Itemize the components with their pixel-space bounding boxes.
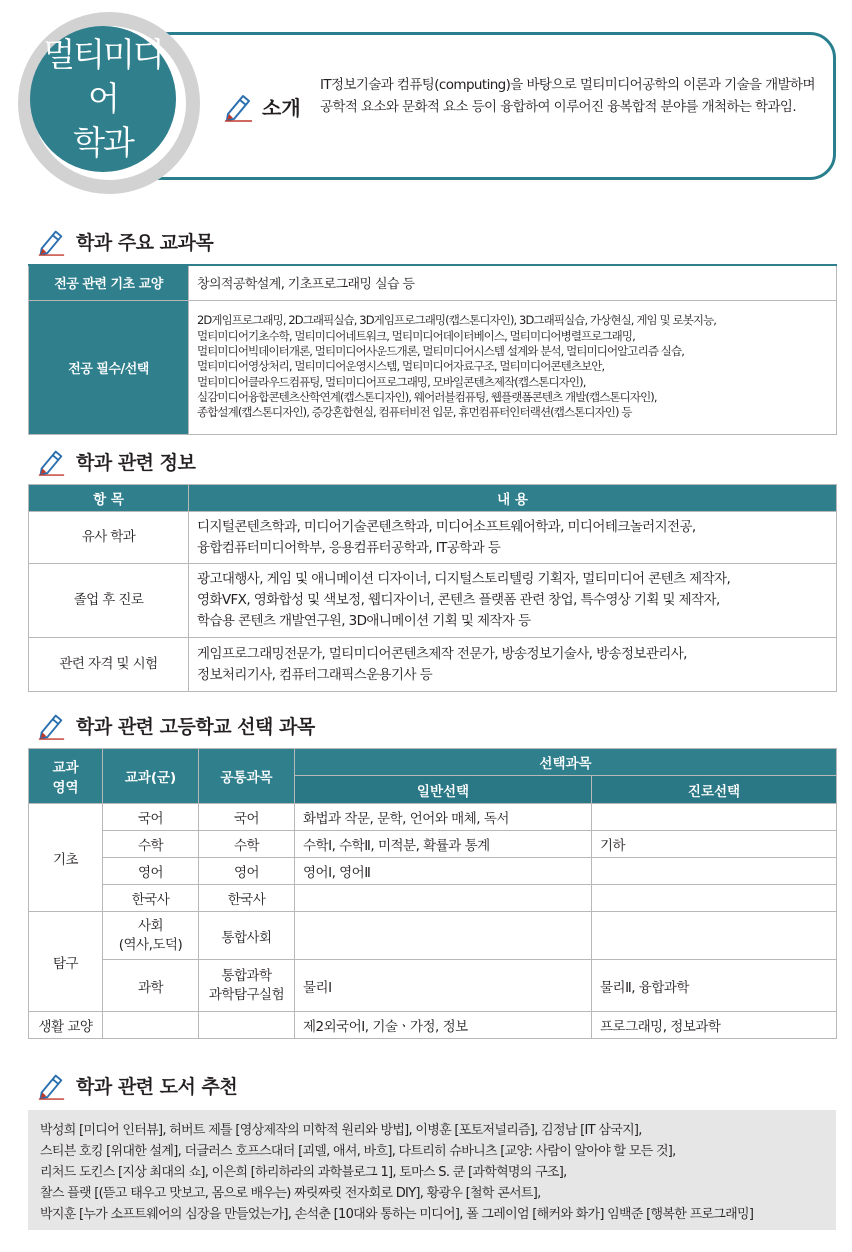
group-cell [103, 1012, 199, 1039]
row-label: 전공 관련 기초 교양 [29, 265, 189, 300]
career-cell: 프로그래밍, 정보과학 [592, 1012, 837, 1039]
row-value: 창의적공학설계, 기초프로그래밍 실습 등 [189, 265, 837, 300]
table-row [29, 265, 837, 300]
course-line: 멀티미디어클라우드컴퓨팅, 멀티미디어프로그래밍, 모바일콘텐츠제작(캡스톤디자인), [197, 374, 586, 389]
info-line: 게임프로그래밍전문가, 멀티미디어콘텐츠제작 전문가, 방송정보기술사, 방송정보관리사, [197, 645, 687, 662]
info-line: 영화VFX, 영화합성 및 색보정, 웹디자이너, 콘텐츠 플랫폼 관련 창업, 특수영상 기획 및 제작자, [197, 592, 720, 608]
common-cell: 통합사회 [199, 912, 295, 960]
row-label: 졸업 후 진로 [29, 564, 189, 638]
common-cell [199, 1012, 295, 1039]
section-title-highschool [36, 710, 315, 740]
table-row [29, 831, 837, 858]
section-title-courses [36, 226, 213, 256]
row-label: 관련 자격 및 시험 [29, 638, 189, 692]
general-cell: 영어Ⅰ, 영어Ⅱ [295, 858, 592, 885]
intro-text: IT정보기술과 컴퓨팅(computing)을 바탕으로 멀티미디어공학의 이론과 기술을 개발하며 공학적 요소와 문화적 요소 등이 융합하여 이루어진 융복합적 분야를 개척하는 학과임. [320, 77, 815, 115]
badge-line2: 학과 [73, 123, 133, 162]
table-row [29, 885, 837, 912]
courses-table [28, 264, 837, 435]
section-title-text: 학과 관련 정보 [76, 451, 196, 474]
info-line: 광고대행사, 게임 및 애니메이션 디자이너, 디지털스토리텔링 기획자, 멀티미디어 콘텐츠 제작자, [197, 571, 731, 587]
book-list [28, 1110, 836, 1230]
row-label: 유사 학과 [29, 512, 189, 564]
book-line: 박성희 [미디어 인터뷰], 허버트 제틀 [영상제작의 미학적 원리와 방법], 이병훈 [포토저널리즘], 김정남 [IT 삼국지], [40, 1123, 642, 1138]
column-header: 교과(군) [103, 749, 199, 804]
area-cell: 기초 [29, 804, 103, 912]
group-cell: 영어 [103, 858, 199, 885]
pencil-icon [36, 226, 66, 256]
column-header: 진로선택 [592, 776, 837, 804]
career-cell [592, 858, 837, 885]
table-row [29, 960, 837, 1012]
section-title-text: 학과 관련 도서 추천 [76, 1075, 238, 1098]
common-line: 과학탐구실험 [208, 986, 285, 1003]
section-title-text: 학과 관련 고등학교 선택 과목 [76, 715, 315, 738]
pencil-icon [36, 446, 66, 476]
book-line: 박지훈 [누가 소프트웨어의 심장을 만들었는가], 손석춘 [10대와 통하는 미디어], 폴 그레이엄 [해커와 화가] 임백준 [행복한 프로그래밍] [40, 1207, 754, 1222]
table-row [29, 804, 837, 831]
general-cell: 제2외국어Ⅰ, 기술ㆍ가정, 정보 [295, 1012, 592, 1039]
info-line: 융합컴퓨터미디어학부, 응용컴퓨터공학과, IT공학과 등 [197, 539, 501, 556]
general-cell: 수학Ⅰ, 수학Ⅱ, 미적분, 확률과 통계 [295, 831, 592, 858]
course-line: 멀티미디어영상처리, 멀티미디어운영시스템, 멀티미디어자료구조, 멀티미디어콘텐츠보안, [197, 359, 605, 374]
general-cell: 물리Ⅰ [295, 960, 592, 1012]
general-cell: 화법과 작문, 문학, 언어와 매체, 독서 [295, 804, 592, 831]
book-line: 찰스 플랫 [(뜯고 태우고 맛보고, 몸으로 배우는) 짜릿짜릿 전자회로 DIY], 황광우 [철학 콘서트], [40, 1186, 541, 1201]
career-cell: 기하 [592, 831, 837, 858]
row-value [189, 638, 837, 692]
group-cell: 한국사 [103, 885, 199, 912]
area-cell: 탐구 [29, 912, 103, 1012]
book-line: 리처드 도킨스 [지상 최대의 쇼], 이은희 [하리하라의 과학블로그 1], 토마스 S. 쿤 [과학혁명의 구조], [40, 1165, 567, 1180]
course-line: 멀티미디어빅데이터개론, 멀티미디어사운드개론, 멀티미디어시스템 설계와 분석, 멀티미디어알고리즘 실습, [197, 344, 684, 359]
group-cell: 과학 [103, 960, 199, 1012]
info-table [28, 484, 837, 692]
pencil-icon [36, 1070, 66, 1100]
pencil-icon [222, 90, 254, 122]
table-header-row [29, 749, 837, 776]
column-header-area [29, 749, 103, 804]
course-line: 실감미디어융합콘텐츠산학연계(캡스톤디자인), 웨어러블컴퓨팅, 웹플랫폼콘텐츠 개발(캡스톤디자인), [197, 389, 657, 404]
info-line: 학습용 콘텐츠 개발연구원, 3D애니메이션 기획 및 제작자 등 [197, 613, 531, 629]
badge-line1: 멀티미디어 [43, 35, 163, 118]
table-row [29, 512, 837, 564]
header-line: 교과 [52, 760, 79, 776]
section-title-books [36, 1070, 237, 1100]
highschool-table [28, 748, 837, 1039]
intro-title [222, 90, 301, 122]
common-cell: 국어 [199, 804, 295, 831]
section-title-info [36, 446, 195, 476]
career-cell [592, 804, 837, 831]
common-cell [199, 960, 295, 1012]
row-value [189, 564, 837, 638]
course-line: 종합설계(캡스톤디자인), 증강혼합현실, 컴퓨터비전 입문, 휴먼컴퓨터인터랙션(캡스톤디자인) 등 [197, 405, 632, 420]
column-header: 항 목 [29, 485, 189, 512]
table-row [29, 1012, 837, 1039]
column-header: 선택과목 [295, 749, 837, 776]
group-line: (역사,도덕) [118, 936, 183, 953]
group-cell [103, 912, 199, 960]
book-line: 스티븐 호킹 [위대한 설계], 더글러스 호프스대더 [괴델, 애셔, 바흐], 다트리히 슈바니츠 [교양: 사람이 알아야 할 모든 것], [40, 1144, 676, 1159]
header-line: 영역 [52, 780, 79, 796]
common-cell: 한국사 [199, 885, 295, 912]
common-line: 통합과학 [221, 967, 272, 984]
column-header: 공통과목 [199, 749, 295, 804]
career-cell: 물리Ⅱ, 융합과학 [592, 960, 837, 1012]
row-value [189, 300, 837, 434]
info-line: 정보처리기사, 컴퓨터그래픽스운용기사 등 [197, 666, 433, 683]
table-header-row [29, 485, 837, 512]
career-cell [592, 885, 837, 912]
course-line: 멀티미디어기초수학, 멀티미디어네트워크, 멀티미디어데이터베이스, 멀티미디어병렬프로그래밍, [197, 328, 635, 343]
column-header: 일반선택 [295, 776, 592, 804]
group-cell: 국어 [103, 804, 199, 831]
info-line: 디지털콘텐츠학과, 미디어기술콘텐츠학과, 미디어소프트웨어학과, 미디어테크놀러지전공, [197, 518, 696, 535]
table-row [29, 858, 837, 885]
intro-title-text: 소개 [262, 95, 301, 120]
table-row [29, 564, 837, 638]
general-cell [295, 912, 592, 960]
table-row [29, 638, 837, 692]
common-cell: 수학 [199, 831, 295, 858]
pencil-icon [36, 710, 66, 740]
row-label: 전공 필수/선택 [29, 300, 189, 434]
area-cell: 생활 교양 [29, 1012, 103, 1039]
department-badge [30, 26, 176, 172]
header [0, 0, 852, 200]
course-line: 2D게임프로그래밍, 2D그래픽실습, 3D게임프로그래밍(캡스톤디자인), 3D그래픽실습, 가상현실, 게임 및 로봇지능, [197, 313, 717, 328]
section-title-text: 학과 주요 교과목 [76, 231, 214, 254]
group-cell: 수학 [103, 831, 199, 858]
table-row [29, 912, 837, 960]
group-line: 사회 [137, 917, 164, 934]
career-cell [592, 912, 837, 960]
column-header: 내 용 [189, 485, 837, 512]
common-cell: 영어 [199, 858, 295, 885]
general-cell [295, 885, 592, 912]
table-row [29, 300, 837, 434]
row-value [189, 512, 837, 564]
